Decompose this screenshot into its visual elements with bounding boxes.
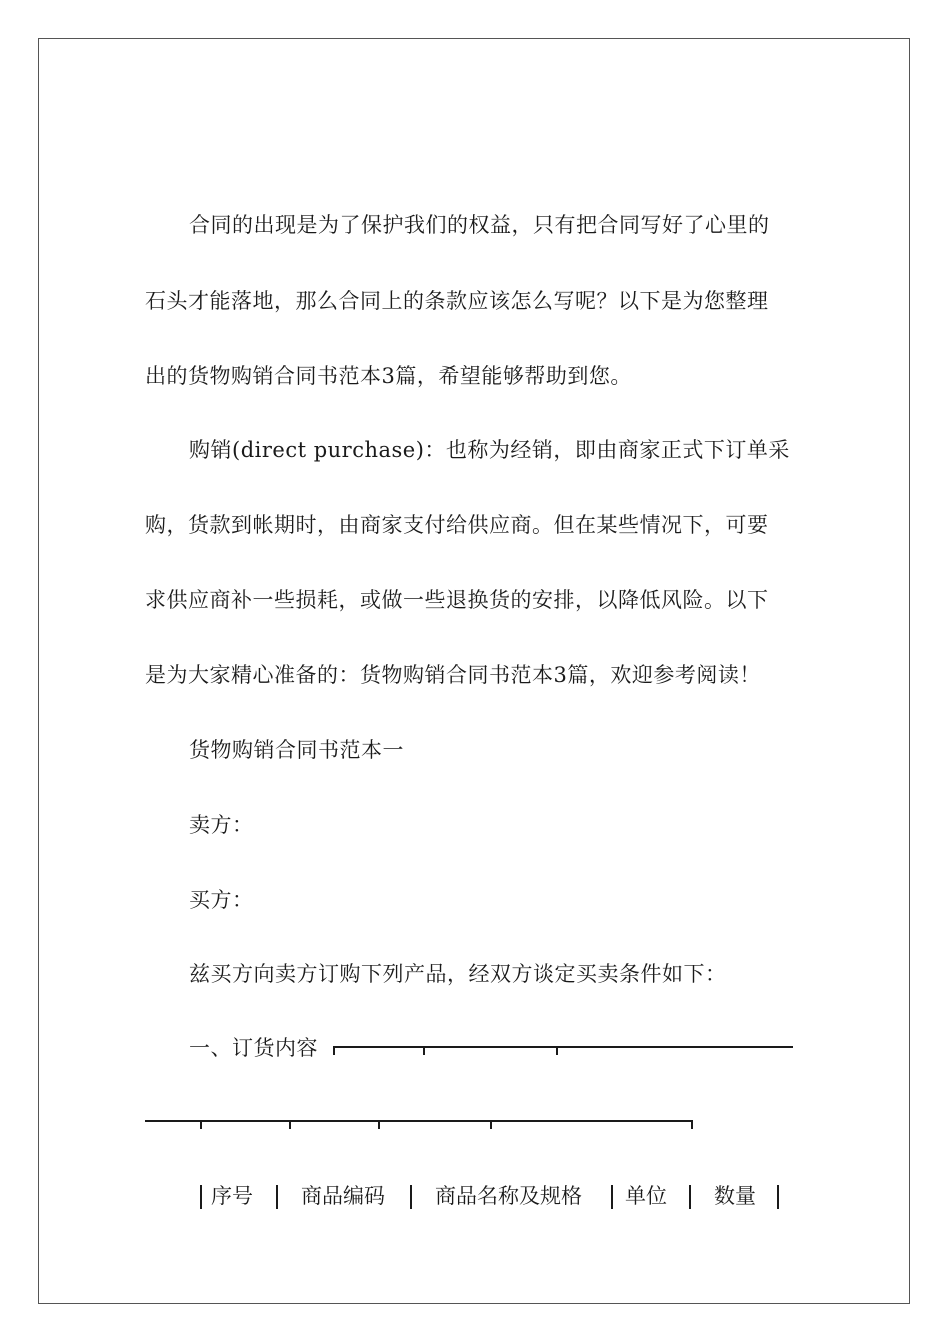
table-header-code: 商品编码 xyxy=(301,1184,385,1208)
table-top-border-wrapped xyxy=(145,1120,693,1122)
paragraph-2-line-3: 求供应商补一些损耗，或做一些退换货的安排，以降低风险。以下 xyxy=(145,588,769,612)
table-cell-divider xyxy=(689,1185,691,1209)
paragraph-2-line-4: 是为大家精心准备的：货物购销合同书范本3篇，欢迎参考阅读！ xyxy=(145,663,761,687)
table-column-tick xyxy=(490,1120,492,1129)
paragraph-2-line-1: 购销(direct purchase)：也称为经销，即由商家正式下订单采 xyxy=(189,438,790,462)
table-header-name-spec: 商品名称及规格 xyxy=(435,1184,582,1208)
table-column-tick xyxy=(556,1046,558,1055)
table-cell-divider xyxy=(276,1185,278,1209)
paragraph-1-line-1: 合同的出现是为了保护我们的权益，只有把合同写好了心里的 xyxy=(189,213,770,237)
contract-title: 货物购销合同书范本一 xyxy=(189,738,404,762)
table-cell-divider xyxy=(777,1185,779,1209)
table-top-border xyxy=(333,1046,793,1048)
table-cell-divider xyxy=(410,1185,412,1209)
table-column-tick xyxy=(289,1120,291,1129)
table-corner-tick xyxy=(333,1046,335,1055)
table-cell-divider xyxy=(200,1185,202,1209)
contract-intro: 兹买方向卖方订购下列产品，经双方谈定买卖条件如下： xyxy=(189,962,727,986)
section-one-heading: 一、订货内容 xyxy=(189,1036,318,1060)
table-header-quantity: 数量 xyxy=(714,1184,756,1208)
table-header-index: 序号 xyxy=(211,1184,253,1208)
table-header-unit: 单位 xyxy=(625,1184,667,1208)
paragraph-2-line-2: 购，货款到帐期时，由商家支付给供应商。但在某些情况下，可要 xyxy=(145,513,769,537)
table-column-tick xyxy=(423,1046,425,1055)
table-column-tick xyxy=(200,1120,202,1129)
seller-label: 卖方： xyxy=(189,813,254,837)
buyer-label: 买方： xyxy=(189,888,254,912)
table-column-tick xyxy=(378,1120,380,1129)
paragraph-1-line-3: 出的货物购销合同书范本3篇，希望能够帮助到您。 xyxy=(145,364,632,388)
table-corner-tick xyxy=(691,1120,693,1129)
table-cell-divider xyxy=(611,1185,613,1209)
paragraph-1-line-2: 石头才能落地，那么合同上的条款应该怎么写呢？以下是为您整理 xyxy=(145,289,769,313)
